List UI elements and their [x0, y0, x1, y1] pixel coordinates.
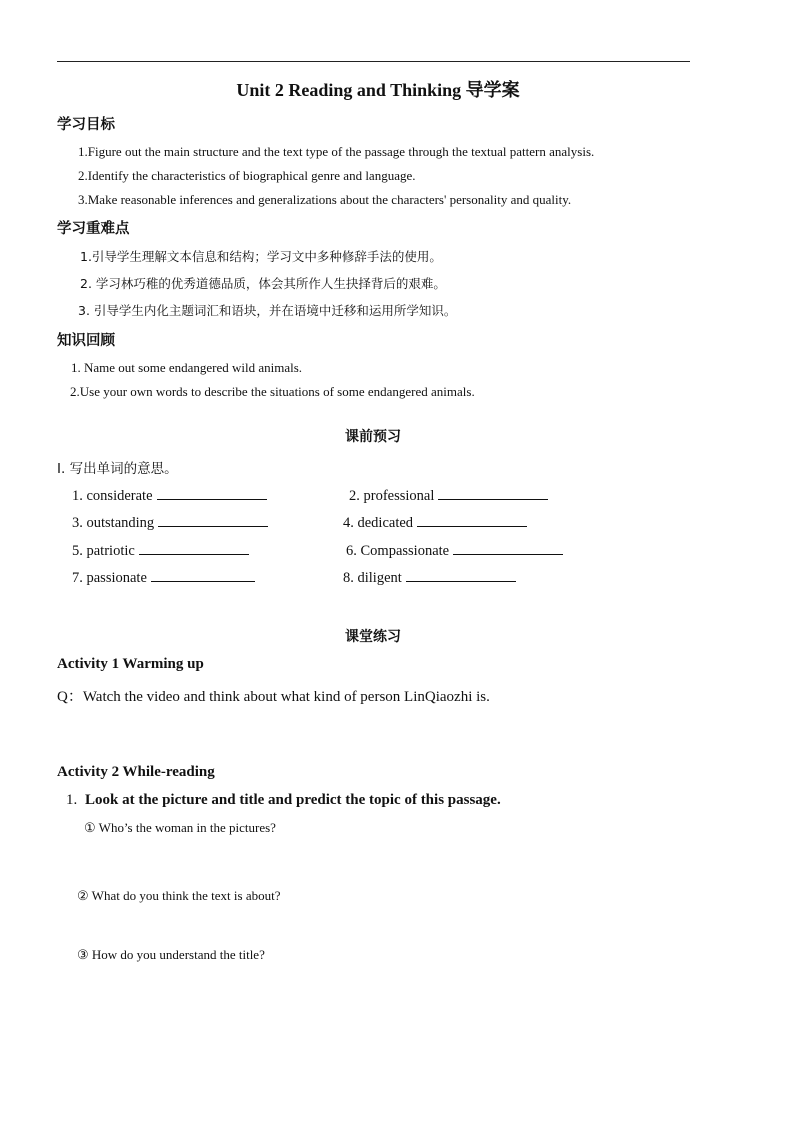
vocab-word-6: 6. Compassionate	[346, 543, 450, 559]
answer-blank-2[interactable]	[438, 487, 548, 500]
practice-heading: 课堂练习	[345, 629, 401, 645]
answer-blank-3[interactable]	[158, 514, 268, 527]
key-point-item-1: 1.引导学生理解文本信息和结构；学习文中多种修辞手法的使用。	[80, 249, 442, 264]
vocab-item-2	[349, 487, 548, 505]
activity-2-question-3: ③ How do you understand the title?	[77, 947, 265, 962]
vocab-word-5: 5. patriotic	[72, 543, 135, 559]
activity-2-task-number: 1.	[66, 792, 78, 808]
review-item-2: 2.Use your own words to describe the situations of some endangered animals.	[70, 384, 475, 399]
answer-blank-7[interactable]	[151, 569, 255, 582]
answer-blank-6[interactable]	[453, 542, 563, 555]
vocab-item-1	[72, 487, 267, 505]
vocab-item-8	[343, 569, 516, 587]
key-point-item-3: 3. 引导学生内化主题词汇和语块，并在语境中迁移和运用所学知识。	[78, 303, 457, 318]
vocab-item-4	[343, 514, 527, 532]
vocab-word-7: 7. passionate	[72, 570, 147, 586]
activity-1-title: Activity 1 Warming up	[57, 656, 204, 672]
review-heading: 知识回顾	[57, 333, 115, 349]
preview-instruction: I. 写出单词的意思。	[57, 461, 178, 477]
preview-heading: 课前预习	[345, 429, 401, 445]
vocab-item-5	[72, 542, 249, 560]
activity-2-question-1: ① Who’s the woman in the pictures?	[84, 820, 276, 835]
objectives-heading: 学习目标	[57, 117, 115, 133]
vocab-item-7	[72, 569, 255, 587]
answer-blank-8[interactable]	[406, 569, 516, 582]
vocab-item-6	[346, 542, 563, 560]
review-item-1: 1. Name out some endangered wild animals.	[71, 360, 303, 375]
answer-blank-4[interactable]	[417, 514, 527, 527]
activity-2-question-2: ② What do you think the text is about?	[77, 888, 281, 903]
vocab-word-2: 2. professional	[349, 488, 435, 504]
activity-2-title: Activity 2 While-reading	[57, 764, 215, 780]
objective-item-2: 2.Identify the characteristics of biographical genre and language.	[78, 168, 416, 183]
vocab-word-4: 4. dedicated	[343, 515, 414, 531]
page-title: Unit 2 Reading and Thinking 导学案	[236, 80, 520, 100]
activity-1-question: Q：Watch the video and think about what kind of person LinQiaozhi is.	[57, 689, 490, 705]
key-points-heading: 学习重难点	[57, 221, 130, 237]
key-point-item-2: 2. 学习林巧稚的优秀道德品质，体会其所作人生抉择背后的艰难。	[80, 276, 446, 291]
vocab-word-8: 8. diligent	[343, 570, 402, 586]
vocab-word-1: 1. considerate	[72, 488, 153, 504]
objective-item-1: 1.Figure out the main structure and the text type of the passage through the textual pattern analysis.	[78, 144, 595, 159]
activity-2-task: Look at the picture and title and predict the topic of this passage.	[85, 792, 501, 808]
answer-blank-1[interactable]	[157, 487, 267, 500]
answer-blank-5[interactable]	[139, 542, 249, 555]
vocab-item-3	[72, 514, 268, 532]
vocab-word-3: 3. outstanding	[72, 515, 155, 531]
objective-item-3: 3.Make reasonable inferences and generalizations about the characters' personality and quality.	[78, 192, 572, 207]
header-rule	[57, 61, 690, 62]
